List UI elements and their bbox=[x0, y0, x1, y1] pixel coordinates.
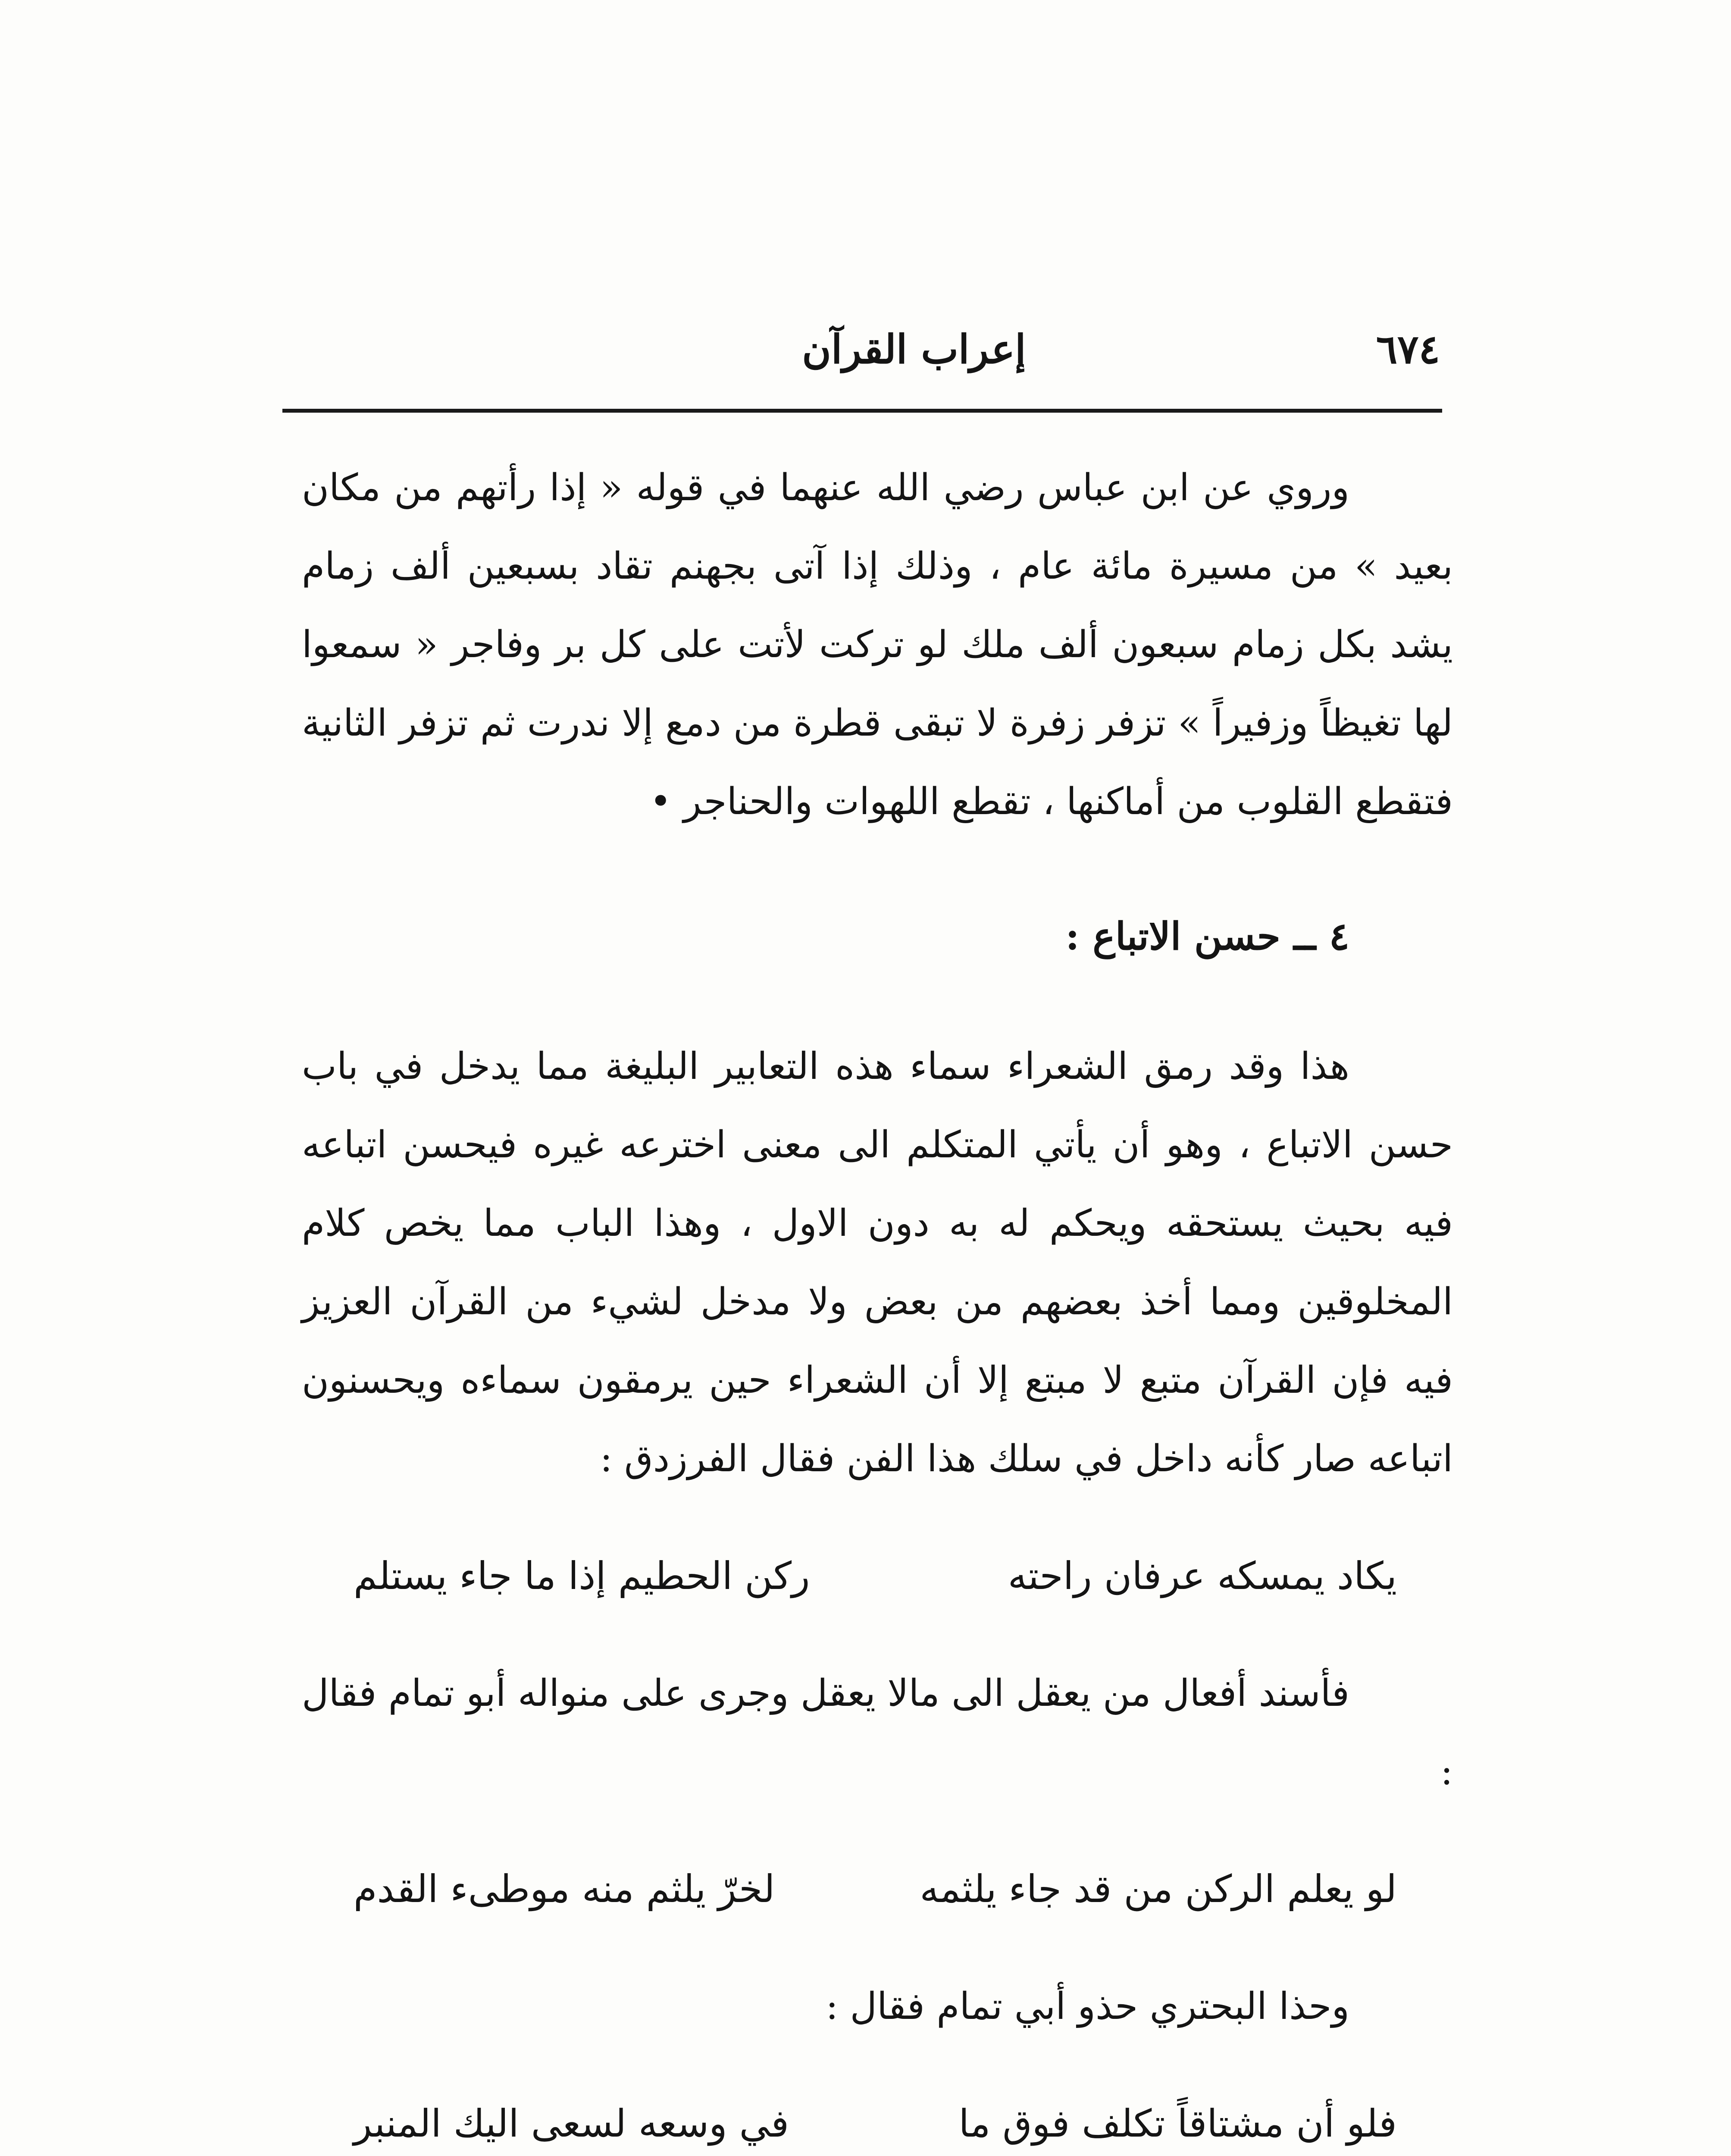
verse-abu-tammam bbox=[302, 1850, 1453, 1928]
verse-farazdaq bbox=[302, 1537, 1453, 1615]
running-title: إعراب القرآن bbox=[802, 326, 1026, 373]
paragraph-buhturi: وحذا البحتري حذو أبي تمام فقال : bbox=[826, 1985, 1349, 2028]
section-heading: ٤ ــ حسن الاتباع : bbox=[1065, 914, 1349, 959]
paragraph-husn-al-ittiba: هذا وقد رمق الشعراء سماء هذه التعابير البليغة مما يدخل في باب حسن الاتباع ، وهو أن يأتي المتكلم الى معنى اخترعه غيره فيحسن اتباعه فيه بحيث يستحقه ويحكم له به دون الاول ، وهذا الباب مما يخص كلام المخلوقين ومما أخذ بعضهم من بعض ولا مدخل لشيء من القرآن العزيز فيه فإن القرآن متبع لا مبتع إلا أن الشعراء حين يرمقون سماءه ويحسنون اتباعه صار كأنه داخل في سلك هذا الفن فقال الفرزدق : bbox=[302, 1045, 1453, 1480]
spacer bbox=[302, 1615, 1453, 1654]
page-number: ٦٧٤ bbox=[1376, 326, 1440, 373]
spacer bbox=[302, 1498, 1453, 1537]
verse-first-hemistich: فلو أن مشتاقاً تكلف فوق ما bbox=[958, 2101, 1397, 2146]
spacer bbox=[302, 1811, 1453, 1850]
verse-first-hemistich: يكاد يمسكه عرفان راحته bbox=[1008, 1554, 1397, 1598]
page-body bbox=[302, 448, 1453, 2156]
paragraph-ibn-abbas: وروي عن ابن عباس رضي الله عنهما في قوله « إذا رأتهم من مكان بعيد » من مسيرة مائة عام ، وذلك إذا آتى بجهنم تقاد بسبعين ألف زمام يشد بكل زمام سبعون ألف ملك لو تركت لأتت على كل بر وفاجر « سمعوا لها تغيظاً وزفيراً » تزفر زفرة لا تبقى قطرة من دمع إلا ندرت ثم تزفر الثانية فتقطع القلوب من أماكنها ، تقطع اللهوات والحناجر • bbox=[302, 466, 1453, 823]
verse-buhturi bbox=[302, 2084, 1453, 2156]
spacer bbox=[302, 1928, 1453, 1967]
spacer bbox=[302, 2046, 1453, 2084]
spacer bbox=[302, 975, 1453, 1027]
spacer bbox=[302, 841, 1453, 897]
header-rule bbox=[282, 409, 1442, 413]
verse-second-hemistich: لخرّ يلثم منه موطىء القدم bbox=[354, 1867, 775, 1911]
page-header bbox=[285, 319, 1440, 379]
paragraph-abu-tammam: فأسند أفعال من يعقل الى مالا يعقل وجرى على منواله أبو تمام فقال : bbox=[302, 1672, 1453, 1793]
verse-second-hemistich: في وسعه لسعى اليك المنبر bbox=[354, 2101, 789, 2146]
verse-second-hemistich: ركن الحطيم إذا ما جاء يستلم bbox=[354, 1554, 810, 1598]
verse-first-hemistich: لو يعلم الركن من قد جاء يلثمه bbox=[920, 1867, 1397, 1911]
